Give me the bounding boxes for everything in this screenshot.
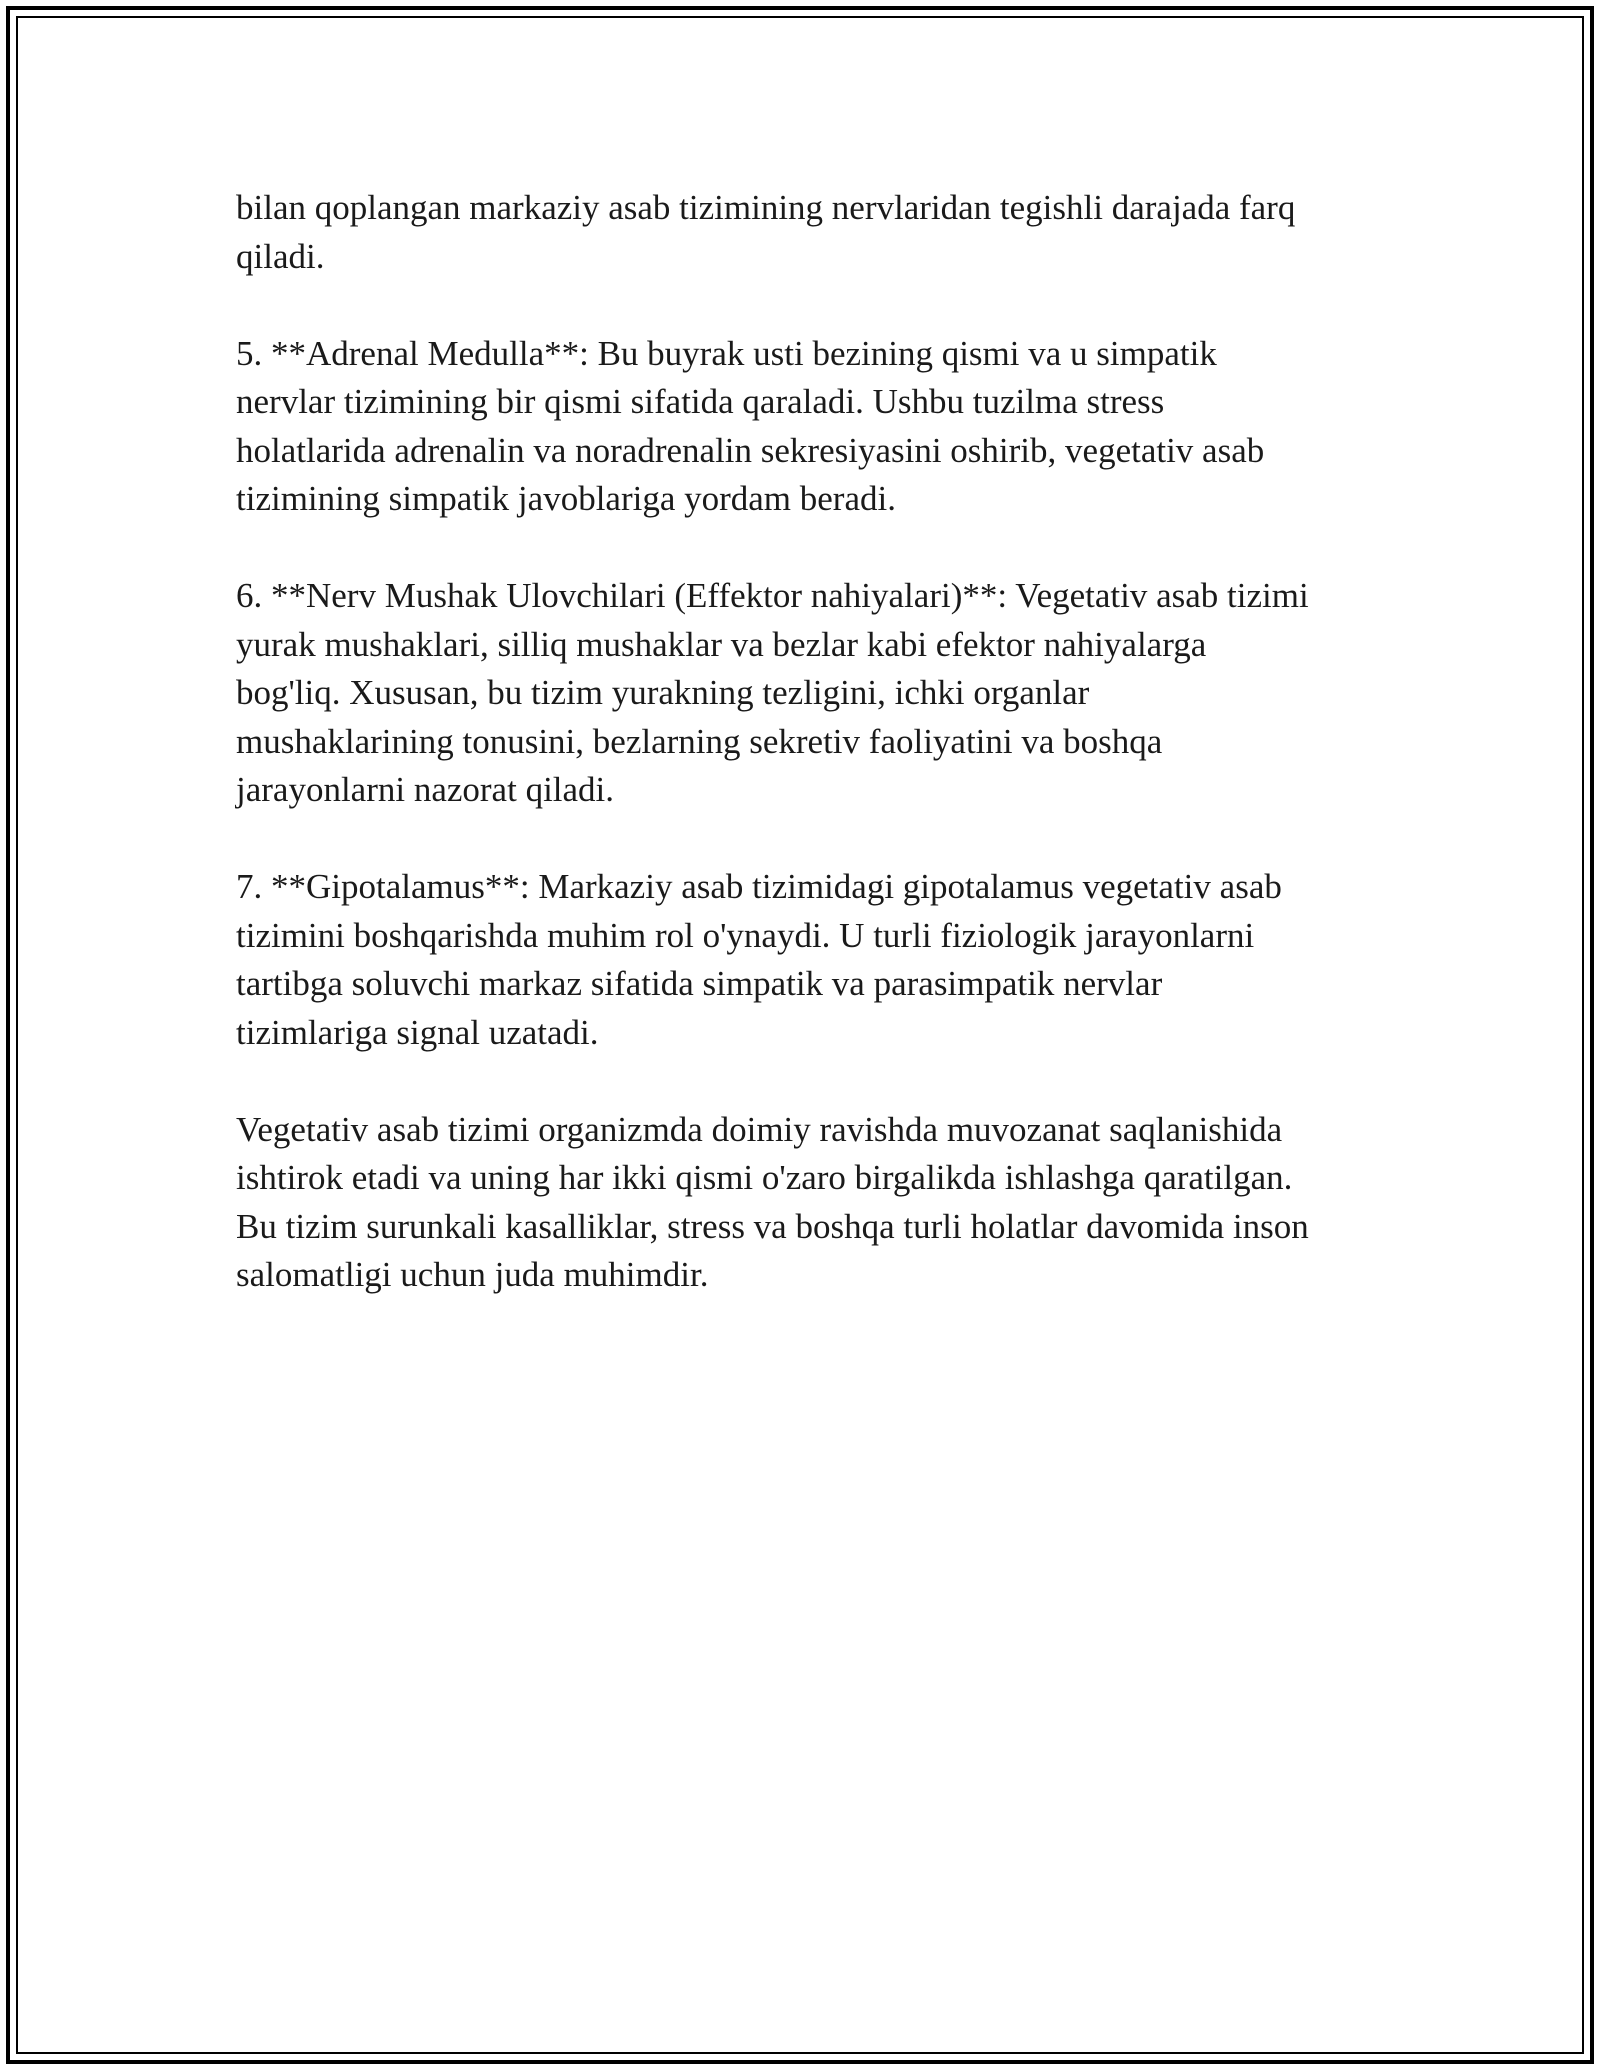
- paragraph-conclusion: Vegetativ asab tizimi organizmda doimiy ravishda muvozanat saqlanishida ishtirok etadi va uning har ikki qismi o'zaro birgalikda ishlashga qaratilgan. Bu tizim surunkali kasalliklar, stress va boshqa turli holatlar davomida inson salomatligi uchun juda muhimdir.: [236, 1109, 1309, 1294]
- paragraph-gipotalamus: 7. **Gipotalamus**: Markaziy asab tizimidagi gipotalamus vegetativ asab tizimini boshqarishda muhim rol o'ynaydi. U turli fiziologik jarayonlarni tartibga soluvchi markaz sifatida simpatik va parasimpatik nervlar tizimlariga signal uzatadi.: [236, 867, 1282, 1052]
- paragraph-nerv-mushak: 6. **Nerv Mushak Ulovchilari (Effektor nahiyalari)**: Vegetativ asab tizimi yurak mushaklari, silliq mushaklar va bezlar kabi efektor nahiyalarga bog'liq. Xususan, bu tizim yurakning tezligini, ichki organlar mushaklarining tonusini, bezlarning sekretiv faoliyatini va boshqa jarayonlarni nazorat qiladi.: [236, 576, 1309, 809]
- paragraph-continuation: bilan qoplangan markaziy asab tizimining nervlaridan tegishli darajada farq qiladi.: [236, 188, 1296, 276]
- document-body: [236, 184, 1376, 1348]
- paragraph-adrenal-medulla: 5. **Adrenal Medulla**: Bu buyrak usti bezining qismi va u simpatik nervlar tizimining bir qismi sifatida qaraladi. Ushbu tuzilma stress holatlarida adrenalin va noradrenalin sekresiyasini oshirib, vegetativ asab tizimining simpatik javoblariga yordam beradi.: [236, 333, 1265, 518]
